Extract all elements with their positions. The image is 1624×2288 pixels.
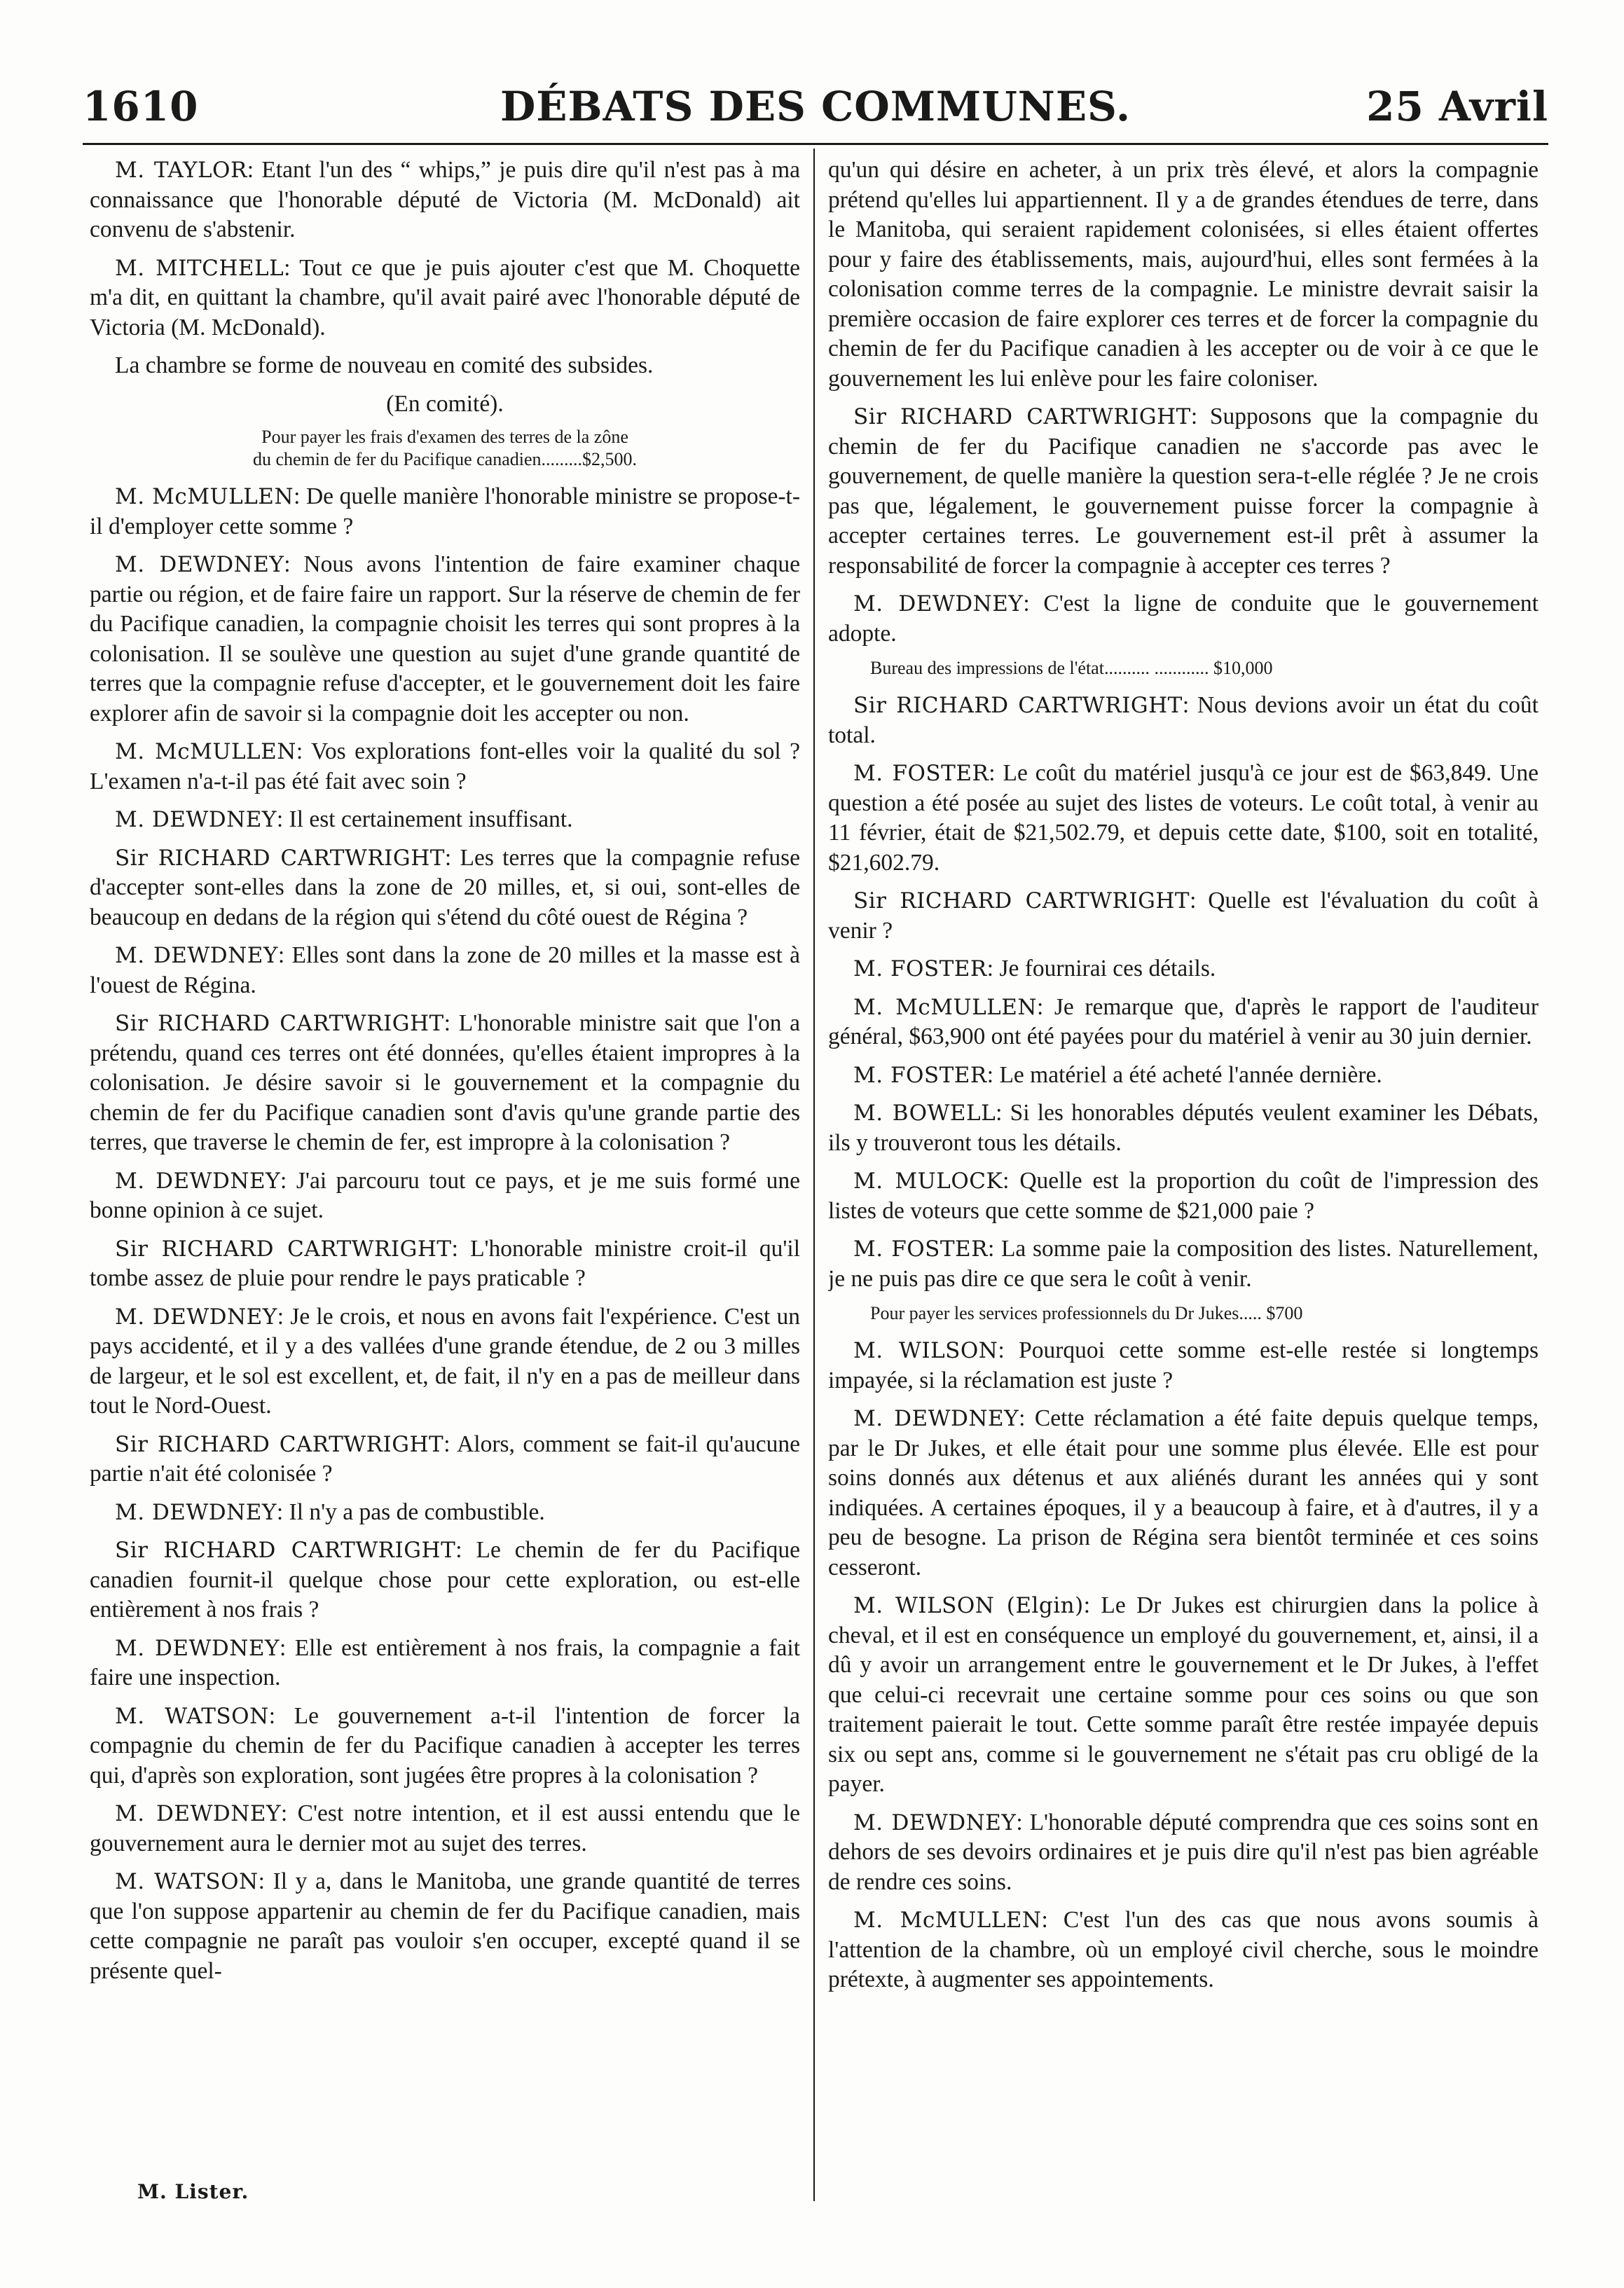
speech-text: : C'est la ligne de conduite que le gouvernement adopte. — [828, 591, 1539, 647]
speech-text: : C'est notre intention, et il est aussi entendu que le gouvernement aura le dernier mot au sujet des terres. — [90, 1800, 800, 1856]
column-rule — [813, 149, 815, 2201]
speaker-name: M. DEWDNEY — [853, 591, 1024, 616]
supply-item-line: Pour payer les services professionnels du Dr Jukes..... $700 — [870, 1303, 1303, 1323]
speaker-name: M. DEWDNEY — [115, 1168, 281, 1194]
speaker-name: Sir RICHARD CARTWRIGHT — [853, 693, 1183, 718]
speaker-name: M. DEWDNEY — [115, 552, 284, 577]
speech-text: : Vos explorations font-elles voir la qualité du sol ? L'examen n'a-t-il pas été fait avec soin ? — [90, 738, 800, 794]
paragraph — [90, 1498, 800, 1528]
paragraph — [828, 1905, 1539, 1995]
paragraph — [828, 691, 1539, 750]
speaker-name: M. WILSON (Elgin) — [853, 1593, 1084, 1618]
speech-text: : J'ai parcouru tout ce pays, et je me suis formé une bonne opinion à ce sujet. — [90, 1167, 800, 1223]
speaker-name: M. WATSON — [115, 1703, 269, 1729]
supply-item — [828, 657, 1539, 680]
paragraph — [90, 550, 800, 729]
speech-text: : L'honorable ministre sait que l'on a prétendu, quand ces terres ont été données, qu'elles étaient impropres à la colonisation. Je désire savoir si le gouvernement et la compagnie du chemin de fer du Pacifique canadien sont d'avis qu'une grande partie des terres, que traverse le chemin de fer, est impropre à la colonisation ? — [90, 1010, 800, 1155]
paragraph — [828, 1166, 1539, 1226]
speaker-name: M. DEWDNEY — [115, 943, 278, 968]
speech-text: : Quelle est l'évaluation du coût à venir ? — [828, 888, 1539, 944]
speech-text: : Il y a, dans le Manitoba, une grande quantité de terres que l'on suppose appartenir au chemin de fer du Pacifique canadien, mais cette compagnie ne paraît pas vouloir s'en occuper, excepté quand il se présente quel- — [90, 1868, 800, 1984]
speaker-name: M. DEWDNEY — [115, 1635, 280, 1661]
journal-title: DÉBATS DES COMMUNES. — [500, 83, 1131, 130]
speaker-name: M. DEWDNEY — [853, 1810, 1017, 1835]
speech-text: : Je remarque que, d'après le rapport de l'auditeur général, $63,900 ont été payées pour du matériel à venir au 30 juin dernier. — [828, 993, 1539, 1049]
page-date: 25 Avril — [1366, 83, 1548, 130]
speech-text: : Nous devions avoir un état du coût total. — [828, 692, 1539, 748]
speaker-name: M. TAYLOR — [115, 158, 247, 183]
paragraph — [90, 1536, 800, 1625]
paragraph — [828, 993, 1539, 1052]
supply-item — [90, 426, 800, 471]
speaker-name: M. McMULLEN — [853, 1908, 1042, 1933]
paragraph — [90, 1702, 800, 1791]
speech-text: : De quelle manière l'honorable ministre se propose-t-il d'employer cette somme ? — [90, 483, 800, 539]
paragraph — [90, 737, 800, 797]
page-number: 1610 — [83, 83, 199, 130]
paragraph-continued — [828, 156, 1539, 394]
speaker-name: Sir RICHARD CARTWRIGHT — [115, 845, 445, 871]
speaker-name: M. DEWDNEY — [115, 1499, 277, 1525]
paragraph — [828, 886, 1539, 946]
speech-text: : Le gouvernement a-t-il l'intention de forcer la compagnie du chemin de fer du Pacifique canadien à accepter les terres qui, d'après son exploration, sont jugées être propres à la colonisation ? — [90, 1702, 800, 1789]
paragraph — [90, 1867, 800, 1986]
speech-text: : Je fournirai ces détails. — [986, 956, 1216, 981]
speech-text: : Supposons que la compagnie du chemin de fer du Pacifique canadien ne s'accorde pas avec le gouvernement, de quelle manière la question sera-t-elle réglée ? Je ne crois pas que, légalement, le gouvernement puisse forcer la compagnie à accepter certaines terres. Le gouvernement est-il prêt à assumer la responsabilité de forcer la compagnie à accepter ces terres ? — [828, 404, 1539, 579]
speaker-name: Sir RICHARD CARTWRIGHT — [115, 1236, 452, 1262]
paragraph — [828, 1098, 1539, 1158]
speech-text: : Il est certainement insuffisant. — [276, 806, 573, 832]
paragraph — [90, 1234, 800, 1294]
speech-text: : Les terres que la compagnie refuse d'accepter sont-elles dans la zone de 20 milles, et, si oui, sont-elles de beaucoup en dedans de la région qui s'étend du côté ouest de Régina ? — [90, 844, 800, 930]
speech-text: : Le Dr Jukes est chirurgien dans la police à cheval, et il est en conséquence un employé du gouvernement, et, ainsi, il a dû y avoir un arrangement entre le gouvernement et le Dr Jukes, à l'effet que celui-ci recevrait une certaine somme pour ces soins ou que son traitement paierait le tout. Cette somme paraît être restée impayée depuis six ou sept ans, comme si le gouvernement ne s'était pas cru obligé de la payer. — [828, 1592, 1539, 1797]
speech-text: : Le chemin de fer du Pacifique canadien fournit-il quelque chose pour cette exploration, ou est-elle entièrement à nos frais ? — [90, 1537, 800, 1622]
speaker-name: Sir RICHARD CARTWRIGHT — [115, 1431, 444, 1457]
speech-text: : C'est l'un des cas que nous avons soumis à l'attention de la chambre, où un employé civil cherche, sous le moindre prétexte, à augmenter ses appointements. — [828, 1907, 1539, 1992]
paragraph — [828, 1591, 1539, 1800]
speech-text: : Alors, comment se fait-il qu'aucune partie n'ait été colonisée ? — [90, 1431, 800, 1487]
speech-text: : Elles sont dans la zone de 20 milles et la masse est à l'ouest de Régina. — [90, 942, 800, 998]
committee-heading-text: (En comité). — [386, 390, 504, 417]
speech-text: : L'honorable ministre croit-il qu'il tombe assez de pluie pour rendre le pays praticable ? — [90, 1235, 800, 1291]
speech-text: : Nous avons l'intention de faire examiner chaque partie ou région, et de faire faire un rapport. Sur la réserve de chemin de fer du Pacifique canadien, la compagnie choisit les terres qui sont propres à la colonisation. Il se soulève une question au sujet d'une grande quantité de terres que la compagnie refuse d'accepter, et le gouvernement doit les faire explorer afin de savoir si la compagnie doit les accepter ou non. — [90, 551, 800, 726]
paragraph — [90, 1430, 800, 1489]
supply-item-line: du chemin de fer du Pacifique canadien.........$2,500. — [253, 449, 637, 469]
paragraph — [90, 1009, 800, 1158]
speech-text: : Si les honorables députés veulent examiner les Débats, ils y trouveront tous les détails. — [828, 1100, 1539, 1156]
supply-item — [828, 1302, 1539, 1325]
speech-text: : Il n'y a pas de combustible. — [276, 1498, 545, 1525]
speaker-name: M. MULOCK — [853, 1169, 1003, 1194]
speaker-name: M. McMULLEN — [853, 994, 1038, 1020]
running-head — [83, 78, 1548, 135]
paragraph — [90, 482, 800, 542]
catchword: M. Lister. — [137, 2180, 249, 2203]
paragraph — [828, 1404, 1539, 1583]
speech-text: : Le matériel a été acheté l'année dernière. — [986, 1061, 1382, 1088]
speaker-name: M. FOSTER — [853, 761, 989, 786]
committee-heading — [90, 390, 800, 420]
speech-text: : Le coût du matériel jusqu'à ce jour est de $63,849. Une question a été posée au sujet des listes de voteurs. Le coût total, à venir au 11 février, était de $21,502.79, et depuis cette date, $100, soit en totalité, $21,602.79. — [828, 760, 1539, 876]
header-rule — [83, 143, 1548, 145]
speaker-name: M. DEWDNEY — [115, 807, 277, 832]
speaker-name: Sir RICHARD CARTWRIGHT — [853, 404, 1191, 429]
speech-text: : L'honorable député comprendra que ces soins sont en dehors de ses devoirs ordinaires et je puis dire qu'il n'est pas bien agréable de rendre ces soins. — [828, 1809, 1539, 1895]
paragraph — [90, 1799, 800, 1859]
paragraph — [828, 759, 1539, 878]
paragraph — [90, 843, 800, 933]
paragraph — [828, 1061, 1539, 1091]
speaker-name: M. WILSON — [853, 1338, 998, 1363]
speaker-name: M. FOSTER — [853, 1062, 987, 1088]
paragraph — [828, 589, 1539, 649]
speech-text: qu'un qui désire en acheter, à un prix très élevé, et alors la compagnie prétend qu'elles lui appartiennent. Il y a de grandes étendues de terre, dans le Manitoba, qui seraient rapidement colonisées, si elles étaient offertes pour y faire des établissements, mais, aujourd'hui, elles sont fermées à la colonisation comme terres de la compagnie. Le ministre devrait saisir la première occasion de faire explorer ces terres et de forcer la compagnie du chemin de fer du Pacifique canadien à les accepter ou de voir à ce que le gouvernement les lui enlève pour les faire coloniser. — [828, 157, 1539, 392]
paragraph — [90, 1302, 800, 1421]
paragraph — [90, 1634, 800, 1693]
paragraph — [828, 402, 1539, 581]
speech-text: : Cette réclamation a été faite depuis quelque temps, par le Dr Jukes, et elle était pour une somme plus élevée. Elle est pour soins donnés aux détenus et aux aliénés durant les années qui y sont indiquées. A certaines époques, il y a beaucoup à faire, et à d'autres, il y a peu de besogne. La prison de Régina sera bientôt terminée et ces soins cesseront. — [828, 1405, 1539, 1580]
speaker-name: M. MITCHELL — [115, 255, 284, 281]
paragraph — [90, 1166, 800, 1226]
paragraph — [90, 805, 800, 835]
speaker-name: M. DEWDNEY — [115, 1801, 281, 1826]
speaker-name: Sir RICHARD CARTWRIGHT — [115, 1538, 456, 1563]
procedural-text: La chambre se forme de nouveau en comité des subsides. — [115, 352, 654, 378]
supply-item-line: Pour payer les frais d'examen des terres de la zône — [261, 427, 628, 447]
speech-text: : Pourquoi cette somme est-elle restée si longtemps impayée, si la réclamation est juste ? — [828, 1337, 1539, 1393]
supply-item-line: Bureau des impressions de l'état.......... ............ $10,000 — [870, 658, 1273, 678]
speech-text: : La somme paie la composition des listes. Naturellement, je ne puis pas dire ce que sera le coût à venir. — [828, 1236, 1539, 1292]
speaker-name: M. BOWELL — [853, 1101, 996, 1126]
speaker-name: M. FOSTER — [853, 956, 987, 981]
speech-text: : Je le crois, et nous en avons fait l'expérience. C'est un pays accidenté, et il y a des vallées d'une grande étendue, de 2 ou 3 milles de largeur, et le sol est excellent, et, de fait, il n'y en a pas de meilleur dans tout le Nord-Ouest. — [90, 1303, 800, 1419]
speech-text: : Etant l'un des “ whips,” je puis dire qu'il n'est pas à ma connaissance que l'honorable député de Victoria (M. McDonald) ait convenu de s'abstenir. — [90, 157, 800, 242]
speech-text: : Elle est entièrement à nos frais, la compagnie a fait faire une inspection. — [90, 1634, 800, 1690]
speaker-name: Sir RICHARD CARTWRIGHT — [853, 888, 1190, 914]
speaker-name: M. WATSON — [115, 1869, 259, 1894]
paragraph — [90, 156, 800, 245]
right-column — [828, 156, 1539, 2222]
speaker-name: M. McMULLEN — [115, 739, 296, 764]
paragraph — [90, 941, 800, 1000]
paragraph — [828, 1336, 1539, 1395]
procedural-note — [90, 351, 800, 381]
paragraph — [828, 1234, 1539, 1294]
speaker-name: Sir RICHARD CARTWRIGHT — [115, 1011, 444, 1036]
paragraph — [90, 254, 800, 343]
left-column — [90, 156, 800, 2222]
speaker-name: M. McMULLEN — [115, 484, 294, 509]
speech-text: : Quelle est la proportion du coût de l'impression des listes de voteurs que cette somme de $21,000 paie ? — [828, 1168, 1539, 1224]
speaker-name: M. DEWDNEY — [115, 1304, 277, 1330]
paragraph — [828, 954, 1539, 984]
speaker-name: M. FOSTER — [853, 1236, 989, 1262]
speech-text: : Tout ce que je puis ajouter c'est que M. Choquette m'a dit, en quittant la chambre, qu'il avait pairé avec l'honorable député de Victoria (M. McDonald). — [90, 254, 800, 340]
speaker-name: M. DEWDNEY — [853, 1406, 1019, 1431]
paragraph — [828, 1808, 1539, 1898]
